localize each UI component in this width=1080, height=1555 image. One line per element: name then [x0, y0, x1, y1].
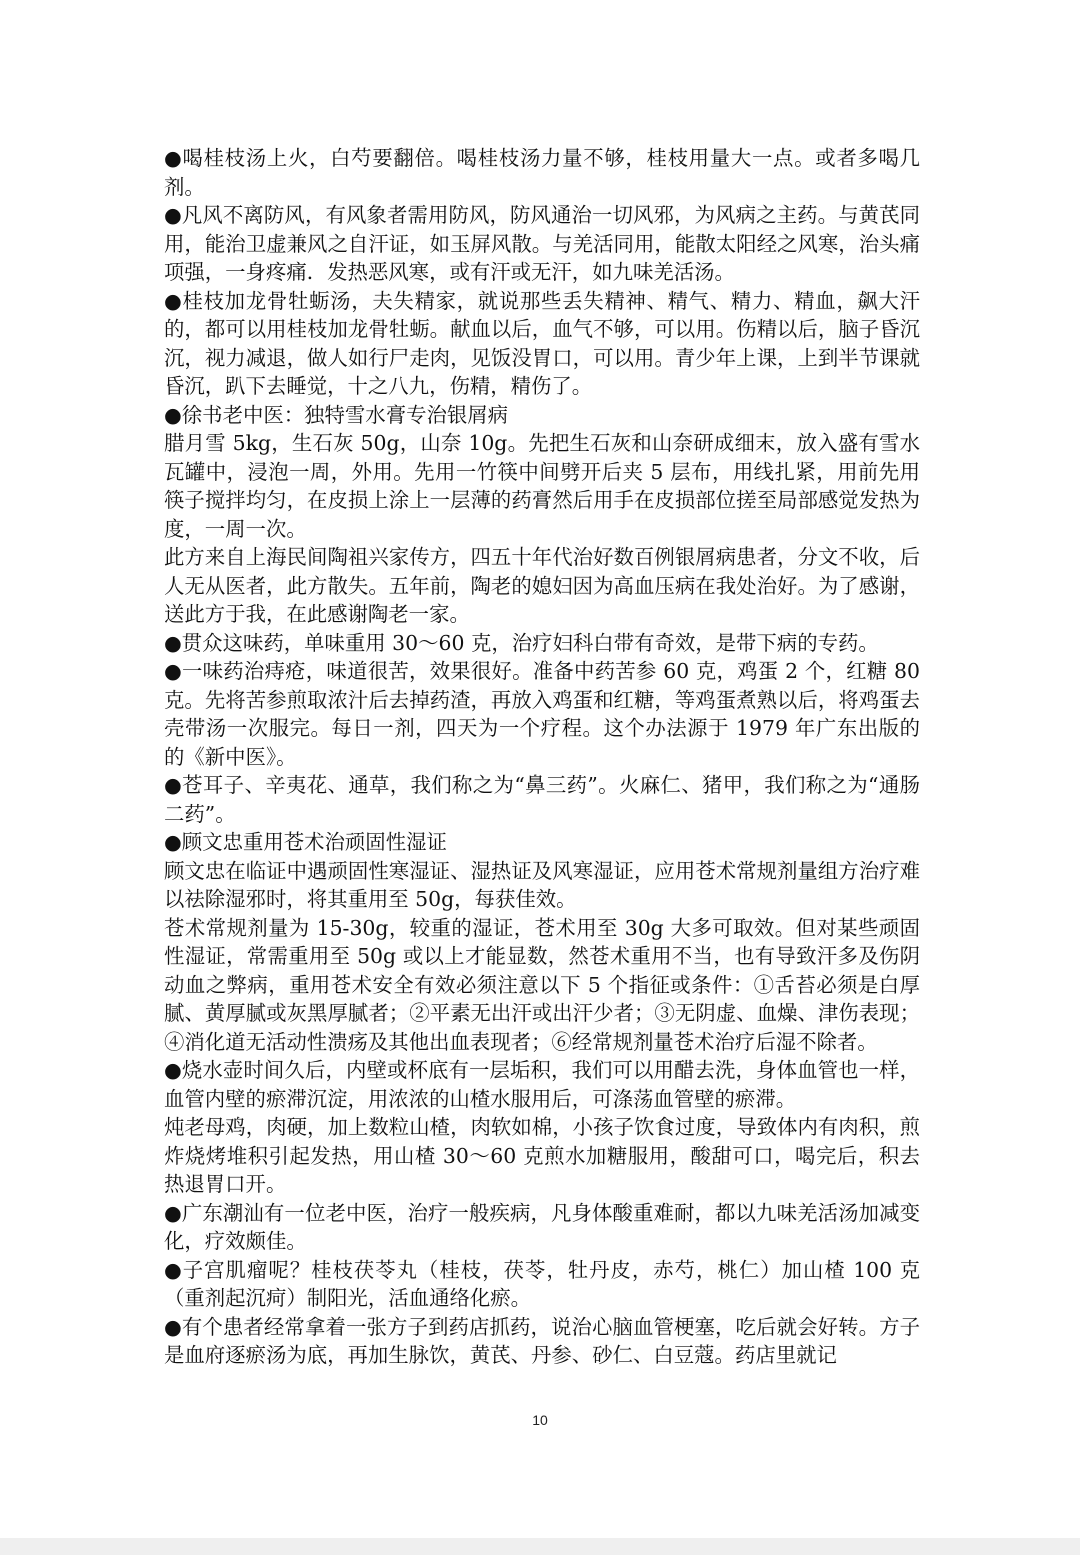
page-number: 10: [532, 1412, 548, 1428]
paragraph-xueshui-gao-heading: ●徐书老中医：独特雪水膏专治银屑病: [164, 402, 509, 427]
paragraph-fangfeng: ●凡风不离防风，有风象者需用防风，防风通治一切风邪，为风病之主药。与黄芪同用，能治卫虚兼风之自汗证，如玉屏风散。与羌活同用，能散太阳经之风寒，治头痛项强，一身疼痛．发热恶风寒，或有汗或无汗，如九味羌活汤。: [164, 203, 920, 284]
paragraph-cangzhu-dosage: 苍术常规剂量为 15-30g，较重的湿证，苍术用至 30g 大多可取效。但对某些顽固性湿证，常需重用至 50g 或以上才能显数，然苍术重用不当，也有导致汗多及伤阴动血之弊病，重用苍术安全有效必须注意以下 5 个指征或条件：①舌苔必须是白厚腻、黄厚腻或灰黑厚腻者；②平素无出汗或出汗少者；③无阴虚、血燥、津伤表现；④消化道无活动性溃疡及其他出血表现者；⑥经常规剂量苍术治疗后湿不除者。: [164, 915, 920, 1054]
paragraph-cangzhu-intro: 顾文忠在临证中遇顽固性寒湿证、湿热证及风寒湿证，应用苍术常规剂量组方治疗难以祛除湿邪时，将其重用至 50g，每获佳效。: [164, 858, 920, 911]
paragraph-xueshui-gao-origin: 此方来自上海民间陶祖兴家传方，四五十年代治好数百例银屑病患者，分文不收，后人无从医者，此方散失。五年前，陶老的媳妇因为高血压病在我处治好。为了感谢，送此方于我，在此感谢陶老一家。: [164, 545, 920, 626]
paragraph-kushen-hemorrhoids: ●一味药治痔疮，味道很苦，效果很好。准备中药苦参 60 克，鸡蛋 2 个，红糖 80 克。先将苦参煎取浓汁后去掉药渣，再放入鸡蛋和红糖，等鸡蛋煮熟以后，将鸡蛋去壳带汤一次服完。每日一剂，四天为一个疗程。这个办法源于 1979 年广东出版的的《新中医》。: [164, 659, 920, 769]
paragraph-uterine-fibroids: ●子宫肌瘤呢？桂枝茯苓丸（桂枝，茯苓，牡丹皮，赤芍，桃仁）加山楂 100 克（重剂起沉疴）制阳光，活血通络化瘀。: [164, 1257, 920, 1310]
paragraph-xuefu-zhuyu: ●有个患者经常拿着一张方子到药店抓药，说治心脑血管梗塞，吃后就会好转。方子是血府逐瘀汤为底，再加生脉饮，黄芪、丹参、砂仁、白豆蔻。药店里就记: [164, 1314, 920, 1367]
paragraph-shanzha-vessels: ●烧水壶时间久后，内壁或杯底有一层垢积，我们可以用醋去洗，身体血管也一样，血管内壁的瘀滞沉淀，用浓浓的山楂水服用后，可涤荡血管壁的瘀滞。: [164, 1058, 920, 1111]
paragraph-guanzhong: ●贯众这味药，单味重用 30～60 克，治疗妇科白带有奇效，是带下病的专药。: [164, 630, 879, 655]
paragraph-bi-san-yao: ●苍耳子、辛夷花、通草，我们称之为“鼻三药”。火麻仁、猪甲，我们称之为“通肠二药”。: [164, 773, 920, 826]
paragraph-longgu-muli: ●桂枝加龙骨牡蛎汤，夫失精家，就说那些丢失精神、精气、精力、精血，飙大汗的，都可以用桂枝加龙骨牡蛎。献血以后，血气不够，可以用。伤精以后，脑子昏沉沉，视力减退，做人如行尸走肉，见饭没胃口，可以用。青少年上课，上到半节课就昏沉，趴下去睡觉，十之八九，伤精，精伤了。: [164, 288, 920, 398]
paragraph-cangzhu-heading: ●顾文忠重用苍术治顽固性湿证: [164, 830, 447, 854]
paragraph-chaoshan-doctor: ●广东潮汕有一位老中医，治疗一般疾病，凡身体酸重难耐，都以九味羌活汤加减变化，疗效颇佳。: [164, 1200, 920, 1253]
paragraph-shanzha-food: 炖老母鸡，肉硬，加上数粒山楂，肉软如棉，小孩子饮食过度，导致体内有肉积，煎炸烧烤堆积引起发热，用山楂 30～60 克煎水加糖服用，酸甜可口，喝完后，积去热退胃口开。: [164, 1115, 920, 1196]
document-body: [164, 144, 920, 1370]
paragraph-guizhi-tang: ●喝桂枝汤上火，白芍要翻倍。喝桂枝汤力量不够，桂枝用量大一点。或者多喝几剂。: [164, 146, 920, 199]
paragraph-xueshui-gao-recipe: 腊月雪 5kg，生石灰 50g，山奈 10g。先把生石灰和山奈研成细末，放入盛有雪水瓦罐中，浸泡一周，外用。先用一竹筷中间劈开后夹 5 层布，用线扎紧，用前先用筷子搅拌均匀，在皮损上涂上一层薄的药膏然后用手在皮损部位搓至局部感觉发热为度，一周一次。: [164, 431, 920, 541]
